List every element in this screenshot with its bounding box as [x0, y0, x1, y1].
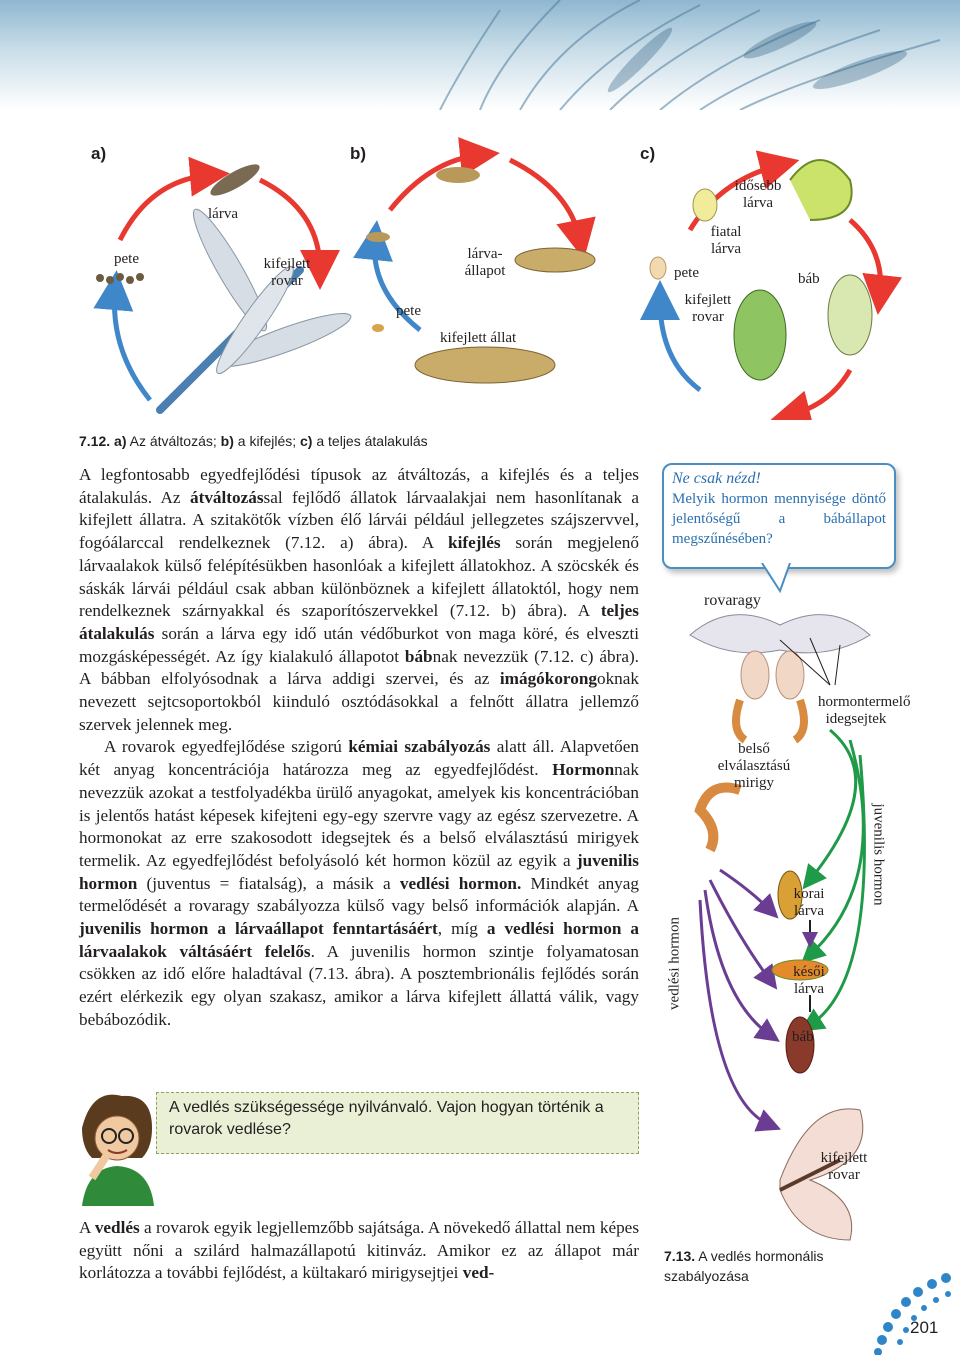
bold-term: vedlési hormon. — [399, 873, 522, 893]
text-run: , míg — [437, 919, 487, 939]
caption-b-letter: b) — [220, 433, 234, 449]
text-run: nak nevezzük azokat a testfolyadékba ürülő anyagokat, amelyek kis koncentrációban is jelentős hatást képesek kifejteni egy-egy szervre vagy az egész szervezetre. A hormonokat az erre szakosodott idegsejtek és a belső elválasztású mirigyek termelik. Az egyedfejlődést befolyásoló két hormon közül az egyik a — [79, 760, 639, 870]
bold-term: juvenilis hormon — [79, 850, 639, 893]
pupa-image — [828, 275, 872, 355]
text-run: oknak nevezett sejtcsoportokból kiinduló osztódásokkal a felnőtt állatra jellemző szervek jelennek meg. — [79, 669, 639, 734]
text-run: alatt áll. Alapvetően két anyag koncentrációja határozza meg az egyedfejlődést. — [79, 737, 639, 780]
text-run: Mindkét anyag termelődését a rovaragy szabályozza külső vagy belső információk alapján. A — [79, 873, 639, 916]
header-banner — [0, 0, 960, 110]
label-c-adult: kifejlett rovar — [684, 292, 732, 325]
bold-term: báb — [404, 646, 433, 666]
paragraph-2 — [79, 736, 639, 1031]
beetle-egg-image — [650, 257, 666, 279]
figure-7-12-caption — [79, 433, 428, 449]
bold-term: átváltozás — [190, 487, 264, 507]
text-run: A — [79, 1218, 95, 1237]
caption-a-text: Az átváltozás; — [126, 433, 221, 449]
body-text-bottom — [79, 1217, 639, 1285]
gland-image — [700, 788, 740, 851]
label-neurons: hormontermelő idegsejtek — [818, 694, 911, 727]
body-text-main — [79, 464, 639, 1032]
text-run: a rovarok egyik legjellemzőbb sajátsága. A növekedő állattal nem képes együtt nőni a szilárd halmazállapotú kitinváz. Amikor ez az állapot már korlátozza a további fejlődést, a kültakaró mirigysejtjei — [79, 1218, 640, 1283]
paragraph-3 — [79, 1217, 639, 1285]
label-b-egg: pete — [396, 303, 421, 319]
caption-b-text: a kifejlés; — [233, 433, 301, 449]
bold-term: kémiai szabályozás — [348, 737, 491, 757]
caption-c-text: a teljes átalakulás — [312, 433, 428, 449]
bold-term: a vedlési hormon a lárvaalakok váltásáért felelős — [79, 919, 639, 961]
bold-term: Hormon — [552, 760, 615, 780]
banner-foliage-image — [0, 0, 960, 110]
label-late-larva: késői lárva — [793, 964, 825, 997]
label-a-egg: pete — [114, 251, 139, 267]
text-run: A rovarok egyedfejlődése szigorú — [104, 737, 349, 757]
label-brain: rovaragy — [704, 592, 761, 609]
label-a-adult: kifejlett rovar — [263, 256, 311, 289]
arrow-blue-a — [114, 290, 150, 400]
figure-a-letter: a) — [91, 144, 107, 163]
bold-term: ved- — [462, 1263, 495, 1283]
bold-term: vedlés — [94, 1218, 140, 1237]
bold-term: kifejlés — [448, 533, 501, 553]
label-early-larva: korai lárva — [793, 886, 825, 919]
label-b-adult: kifejlett állat — [440, 330, 517, 346]
bold-term: teljes átalakulás — [79, 601, 639, 643]
nymph-image — [207, 159, 263, 201]
caption-number: 7.12. — [79, 433, 111, 449]
label-c-older-larva: idősebb lárva — [734, 178, 782, 211]
caption-713-number: 7.13. — [664, 1248, 696, 1264]
boy-illustration — [72, 1088, 160, 1206]
arrow-red-b2 — [510, 160, 580, 240]
figure-c-letter: c) — [640, 144, 656, 163]
grasshopper-nymph-image — [515, 248, 595, 272]
text-run: során a lárva egy idő után védőburkot von maga köré, és elveszti mozgásképességét. Az így kialakuló állapotot — [79, 623, 639, 666]
bold-term: imágókorong — [499, 669, 597, 689]
label-c-egg: pete — [674, 265, 699, 281]
arrow-red-a1 — [120, 175, 210, 240]
page-corner-dots — [860, 1270, 960, 1355]
text-run: nak nevezzük (7.12. c) ábra). A bábban elfolyósodnak a lárva addigi szervei, és az — [79, 646, 639, 689]
caption-a-letter: a) — [114, 433, 127, 449]
note-text: A vedlés szükségessége nyilvánvaló. Vajon hogyan történik a rovarok vedlése? — [169, 1099, 604, 1138]
grasshopper-adult-image — [415, 347, 555, 383]
label-a-larva: lárva — [208, 206, 238, 222]
label-pupa-713: báb — [792, 1029, 814, 1045]
caption-713-text: A vedlés hormonális szabályozása — [664, 1248, 824, 1284]
label-b-larval-stage: lárva- állapot — [464, 246, 506, 279]
bold-term: juvenilis hormon a lárvaállapot fenntartásáért — [79, 919, 438, 939]
caption-c-letter: c) — [300, 433, 313, 449]
callout-text: Melyik hormon mennyisége döntő jelentőségű a bábállapot megszűnésében? — [672, 491, 886, 547]
paragraph-1 — [79, 464, 639, 736]
label-gland: belső elválasztású mirigy — [717, 741, 791, 791]
figure-b-letter: b) — [350, 144, 367, 163]
arrow-red-b1 — [390, 155, 480, 210]
text-run: sal fejlődő állatok lárvaalakjai nem hasonlítanak a kifejlett állatra. A szitakötők vízben élő lárvái például jellegzetes szájszervvel, fogóálarccal rendelkeznek (7.12. a) ábra). A — [79, 487, 639, 553]
label-c-pupa: báb — [798, 271, 820, 287]
arrow-red-c3 — [790, 370, 850, 415]
label-c-young-larva: fiatal lárva — [710, 224, 742, 257]
label-juvenile-hormone: juvenilis hormon — [870, 803, 887, 906]
callout-box — [662, 463, 896, 569]
text-run: során megjelenő lárvaalakok külső felépítésükben hasonlóak a kifejlett állatokhoz. A szöcskék és sáskák lárvái például csak abban különböznek a kifejlett állatoktól, hogy nem rendelkeznek szárnyakkal és szaporítószervekkel (7.12. b) ábra). A — [79, 533, 639, 621]
older-larva-image — [790, 160, 852, 220]
young-larva-image — [693, 189, 717, 221]
callout-title: Ne csak nézd! — [672, 470, 761, 487]
label-adult-moth: kifejlett rovar — [820, 1150, 868, 1183]
text-run: (juventus = fiatalság), a másik a — [137, 873, 400, 893]
note-box — [156, 1092, 639, 1154]
dragonfly-image — [160, 203, 355, 410]
label-molting-hormone: vedlési hormon — [666, 917, 683, 1010]
beetle-adult-image — [734, 290, 786, 380]
text-run: A legfontosabb egyedfejlődési típusok az átváltozás, a kifejlés és a teljes átalakulás. Az — [79, 465, 639, 507]
text-run: . A juvenilis hormon szintje folyamatosan csökken az idő előre haladtával (7.13. ábra). A posztembrionális fejlődés során ezért elérkezik egy olyan szakasz, amikor a lárva kifejlett állattá válik, vagy bebábozódik. — [79, 941, 640, 1029]
page-number: 201 — [910, 1318, 939, 1337]
